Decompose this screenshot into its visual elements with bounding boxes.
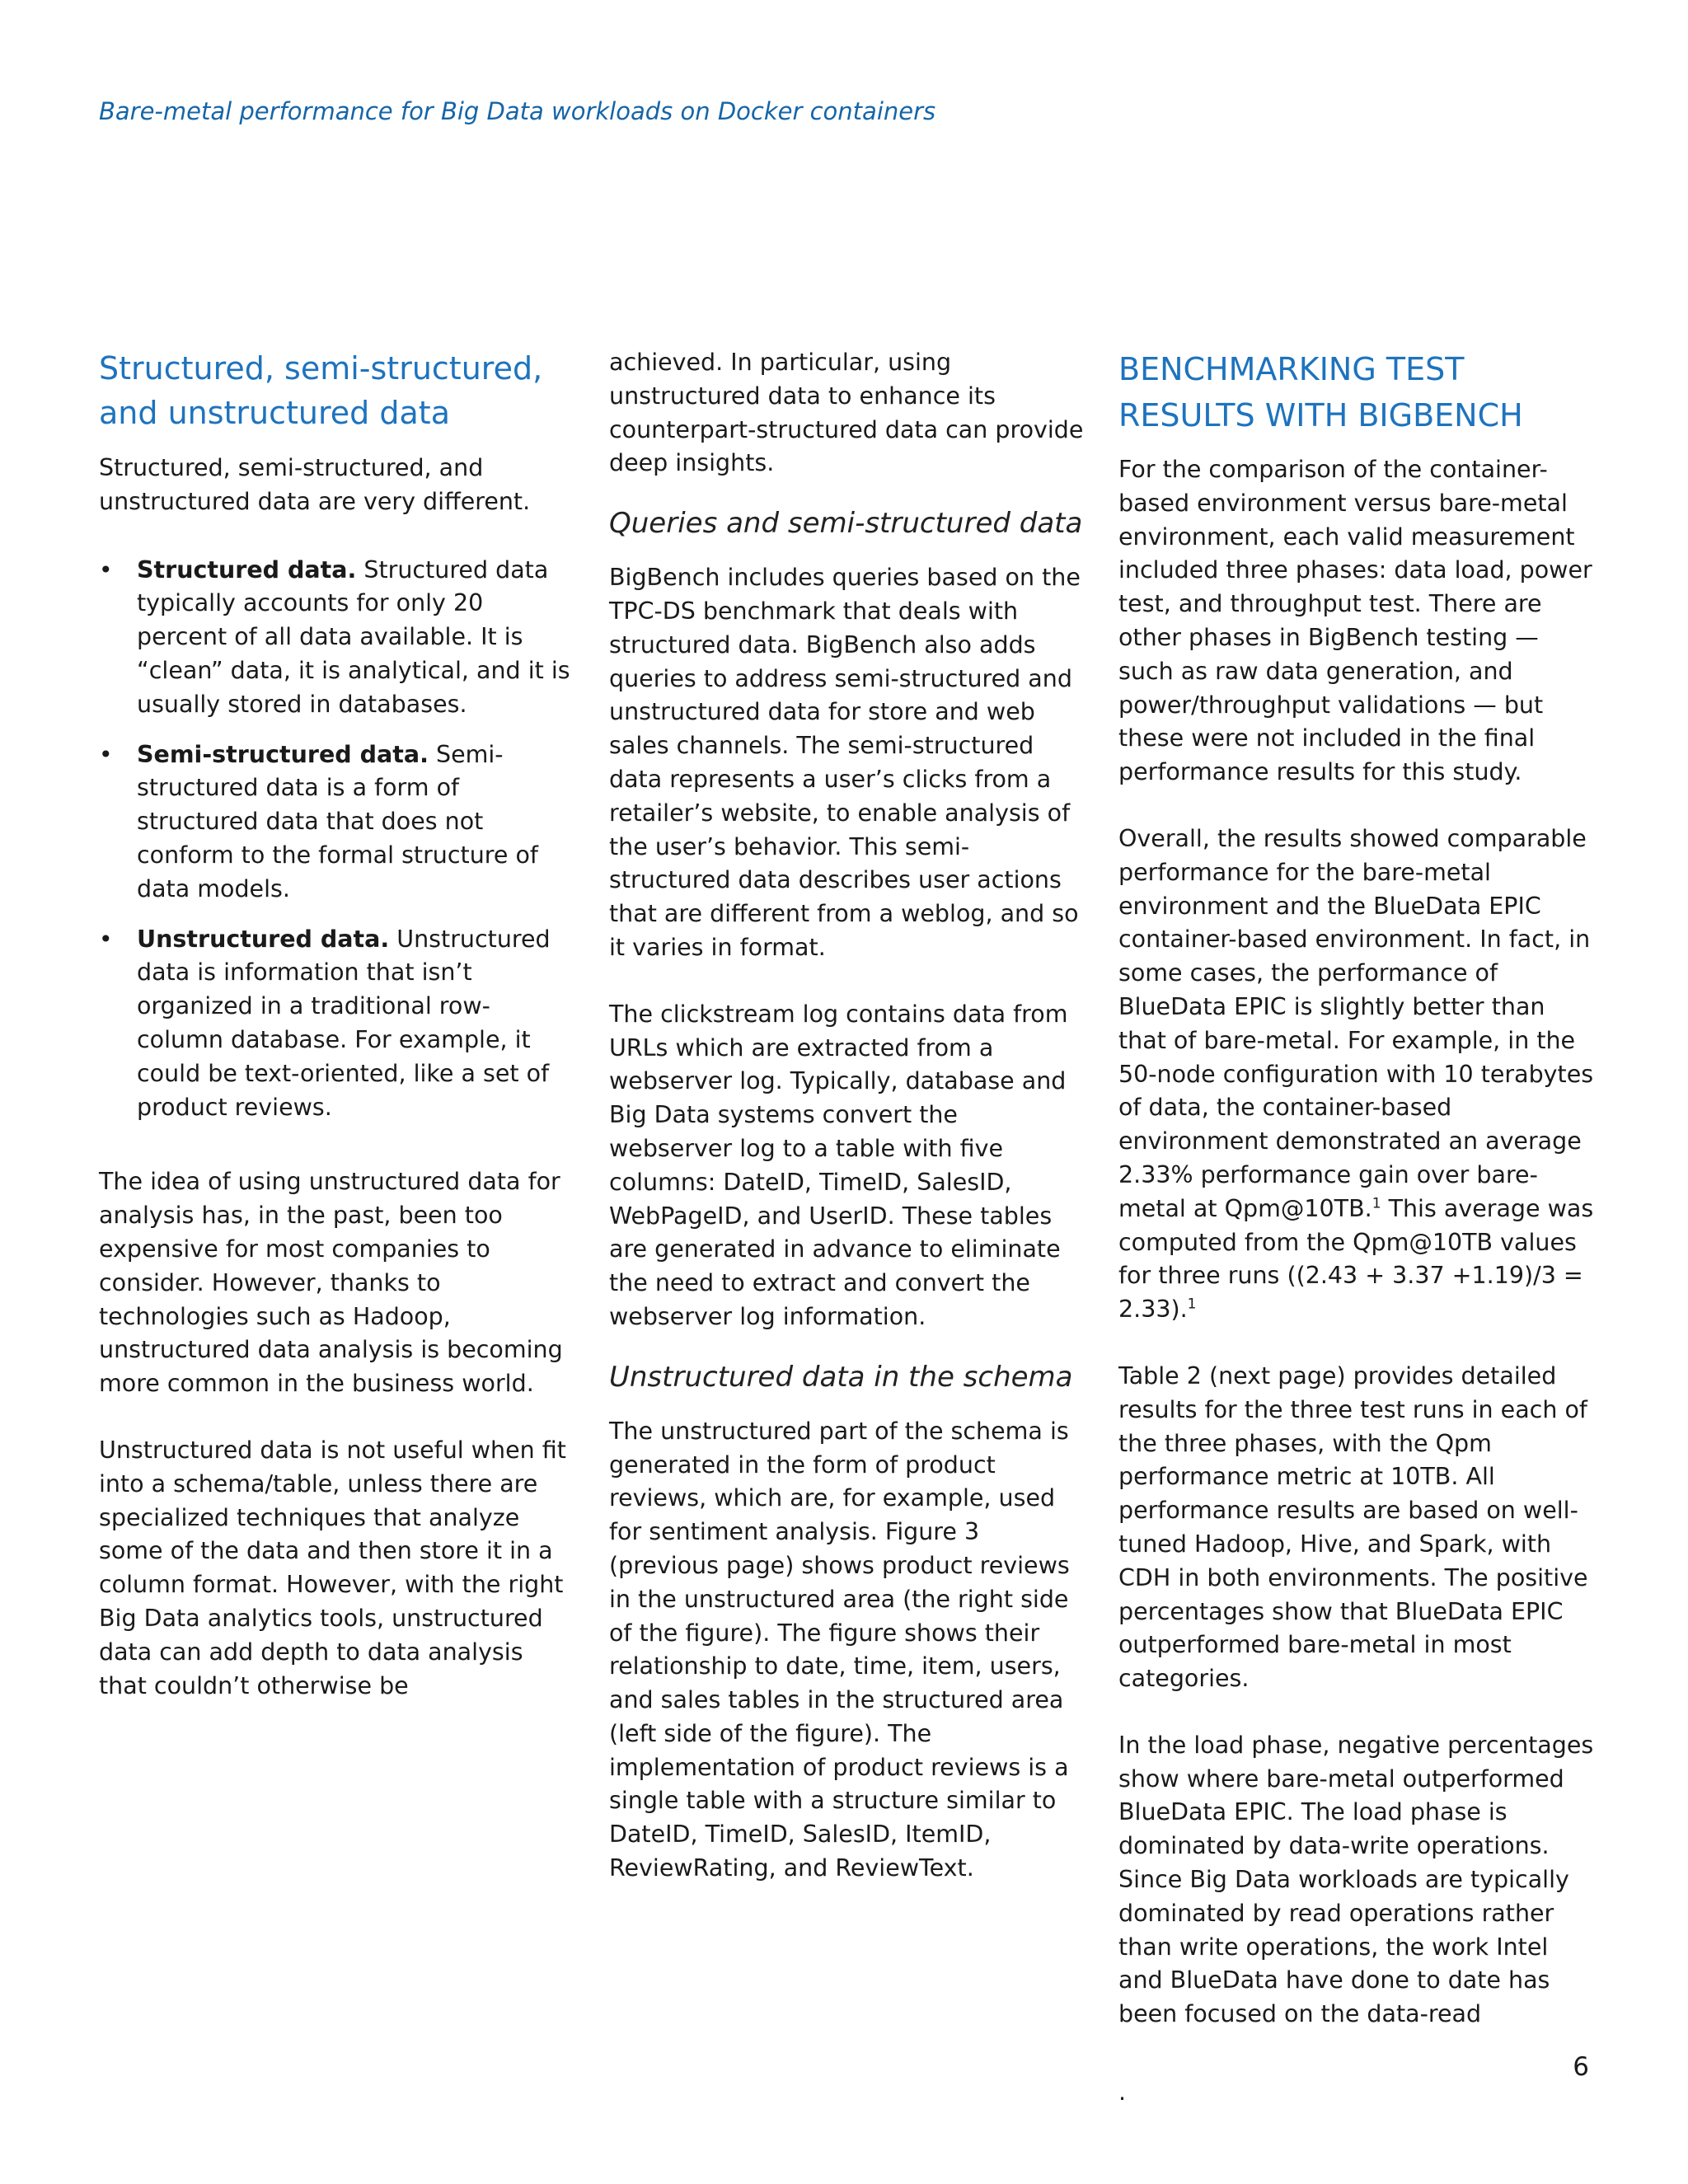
body-paragraph: For the comparison of the container-based environment versus bare-metal environment, each valid measurement included three phases: data load, power test, and throughput test. There are other phases in BigBench testing — such as raw data generation, and power/throughput validations — but these were not included in the final performance results for this study. — [1118, 456, 1592, 786]
list-item-lead: Semi-structured data. — [137, 740, 429, 768]
body-paragraph: The idea of using unstructured data for analysis has, in the past, been too expensive for most companies to consider. However, thanks to technologies such as Hadoop, unstructured data analysis is becoming more common in the business world. — [99, 1168, 563, 1398]
running-header: Bare-metal performance for Big Data workloads on Docker containers — [99, 97, 936, 125]
trailing-period: . — [1118, 2079, 1127, 2107]
intro-paragraph: Structured, semi-structured, and unstructured data are very different. — [99, 454, 531, 515]
list-item — [99, 738, 573, 907]
section-heading-data-types: Structured, semi-structured, and unstructured data — [99, 350, 543, 431]
column-middle — [609, 346, 1087, 1886]
footnote-marker: 1 — [1372, 1195, 1381, 1212]
footnote-marker: 1 — [1187, 1296, 1197, 1313]
list-item-text: Semi-structured data is a form of structured data that does not conform to the formal structure of data models. — [137, 740, 538, 902]
paragraph-text: Overall, the results showed comparable performance for the bare-metal environment and the BlueData EPIC container-based environment. In fact, in some cases, the performance of BlueData EPIC is slightly better than that of bare-metal. For example, in the 50-node configuration with 10 terabytes of data, the container-based environment demonstrated an average 2.33% performance gain over bare-metal at Qpm@10TB. — [1118, 824, 1594, 1222]
body-paragraph: In the load phase, negative percentages show where bare-metal outperformed BlueData EPIC. The load phase is dominated by data-write operations. Since Big Data workloads are typically dominated by read operations rather than write operations, the work Intel and BlueData have done to date has been focused on the data-read — [1118, 1731, 1594, 2028]
column-right — [1118, 346, 1597, 2110]
page-number: 6 — [1573, 2052, 1589, 2082]
bullet-icon: • — [99, 925, 113, 953]
bullet-icon: • — [99, 555, 113, 583]
paragraph-text: This average was computed from the Qpm@10TB values for three runs ((2.43 + 3.37 +1.19)/3 = 2.33). — [1118, 1194, 1594, 1324]
list-item — [99, 554, 573, 722]
list-item-lead: Structured data. — [137, 555, 357, 583]
list-item — [99, 923, 573, 1125]
bullet-icon: • — [99, 740, 113, 768]
continuation-paragraph: achieved. In particular, using unstructured data to enhance its counterpart-structured data can provide deep insights. — [609, 349, 1084, 477]
section-heading-benchmarking: BENCHMARKING TEST RESULTS WITH BIGBENCH — [1118, 351, 1523, 434]
column-left — [99, 346, 573, 1703]
body-paragraph: Table 2 (next page) provides detailed results for the three test runs in each of the three phases, with the Qpm performance metric at 10TB. All performance results are based on well-tuned Hadoop, Hive, and Spark, with CDH in both environments. The positive percentages show that BlueData EPIC outperformed bare-metal in most categories. — [1118, 1361, 1588, 1693]
body-paragraph: Unstructured data is not useful when fit into a schema/table, unless there are specialized techniques that analyze some of the data and then store it in a column format. However, with the right Big Data analytics tools, unstructured data can add depth to data analysis that couldn’t otherwise be — [99, 1436, 566, 1699]
subheading-queries: Queries and semi-structured data — [609, 507, 1083, 541]
list-item-text: Unstructured data is information that isn’t organized in a traditional row-column database. For example, it could be text-oriented, like a set of product reviews. — [137, 925, 551, 1121]
list-item-lead: Unstructured data. — [137, 925, 390, 953]
body-paragraph: The unstructured part of the schema is generated in the form of product reviews, which are, for example, used for sentiment analysis. Figure 3 (previous page) shows product reviews in the unstructured area (the right side of the figure). The figure shows their relationship to date, time, item, users, and sales tables in the structured area (left side of the figure). The implementation of product reviews is a single table with a structure similar to DateID, TimeID, SalesID, ItemID, ReviewRating, and ReviewText. — [609, 1417, 1070, 1882]
list-item-text: Structured data typically accounts for only 20 percent of all data available. It is “clean” data, it is analytical, and it is usually stored in databases. — [137, 555, 570, 718]
subheading-unstructured-schema: Unstructured data in the schema — [609, 1360, 1073, 1394]
body-paragraph — [1118, 823, 1597, 1327]
data-types-list — [99, 554, 573, 1125]
body-paragraph: BigBench includes queries based on the TPC-DS benchmark that deals with structured data. BigBench also adds queries to address semi-structured and unstructured data for store and web sales channels. The semi-structured data represents a user’s clicks from a retailer’s website, to enable analysis of the user’s behavior. This semi-structured data describes user actions that are different from a weblog, and so it varies in format. — [609, 564, 1081, 961]
body-paragraph: The clickstream log contains data from URLs which are extracted from a webserver log. Typically, database and Big Data systems convert the webserver log to a table with five columns: DateID, TimeID, SalesID, WebPageID, and UserID. These tables are generated in advance to eliminate the need to extract and convert the webserver log information. — [609, 1000, 1068, 1330]
